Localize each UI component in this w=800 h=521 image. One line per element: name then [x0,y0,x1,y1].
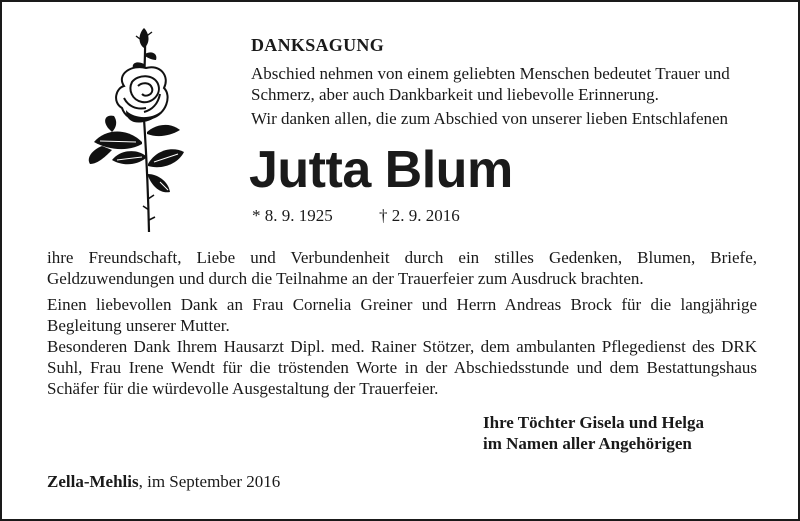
header-block [251,35,771,129]
paragraph: Einen liebevollen Dank an Frau Cornelia Greiner und Herrn Andreas Brock für die langjährige Begleitung unserer Mutter. [47,295,757,335]
deceased-name: Jutta Blum [249,141,513,199]
intro-line: Wir danken allen, die zum Abschied von unserer lieben Entschlafenen [251,109,729,128]
birth-date: * 8. 9. 1925 [252,206,333,225]
signature [483,412,704,454]
signature-line: Ihre Töchter Gisela und Helga [483,413,705,432]
death-date: † 2. 9. 2016 [379,206,460,225]
body-text [47,247,757,399]
date-text: , im September 2016 [138,472,281,491]
paragraph: Besonderen Dank Ihrem Hausarzt Dipl. med. Rainer Stötzer, dem ambulanten Pflegedienst des DRK Suhl, Frau Irene Wendt für die tröstenden Worte in der Abschiedsstunde und dem Bestattungshaus Schäfer für die würdevolle Ausgestaltung der Trauerfeier. [47,337,757,398]
rose-icon [72,24,190,236]
paragraph: ihre Freundschaft, Liebe und Verbundenheit durch ein stilles Gedenken, Blumen, Briefe, Geldzuwendungen und durch die Teilnahme an der Trauerfeier zum Ausdruck brachten. [47,248,757,288]
place-date [47,472,280,492]
intro-line: Abschied nehmen von einem geliebten Menschen bedeutet Trauer und [251,64,730,83]
intro-line: Schmerz, aber auch Dankbarkeit und liebevolle Erinnerung. [251,85,659,104]
place-name: Zella-Mehlis [47,472,139,491]
signature-line: im Namen aller Angehörigen [483,434,692,453]
heading: DANKSAGUNG [251,35,385,55]
life-dates [252,206,460,226]
